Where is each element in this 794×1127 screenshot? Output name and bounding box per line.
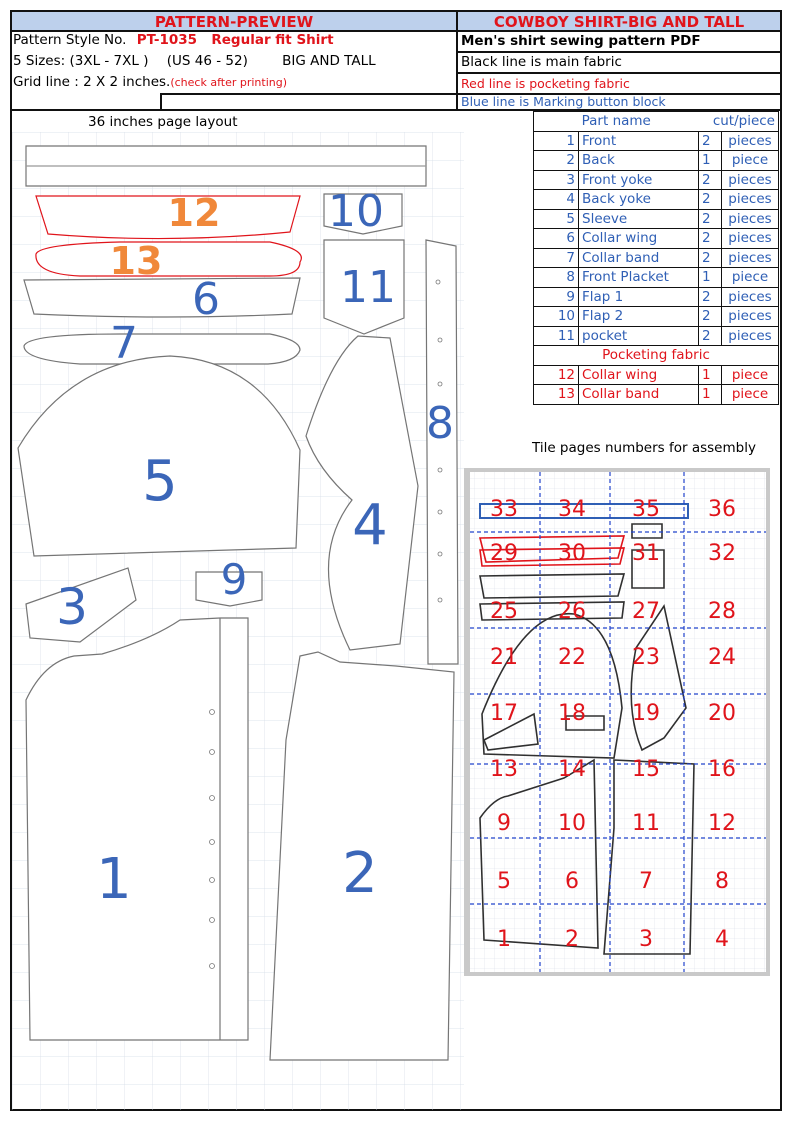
part-qty: 2 <box>699 131 722 151</box>
part-name: Collar wing <box>579 365 699 385</box>
tile-number-14: 14 <box>558 757 586 782</box>
part-qty: 2 <box>699 170 722 190</box>
part-name: Collar band <box>579 248 699 268</box>
part-number: 2 <box>534 151 579 171</box>
part-qty: 2 <box>699 307 722 327</box>
part-qty: 1 <box>699 151 722 171</box>
tile-number-12: 12 <box>708 811 736 836</box>
pdf-title: Men's shirt sewing pattern PDF <box>461 33 701 49</box>
tile-number-9: 9 <box>497 811 511 836</box>
red-line-cell <box>456 72 782 95</box>
tile-number-19: 19 <box>632 701 660 726</box>
parts-table-wrap <box>533 111 779 405</box>
part-qty: 2 <box>699 229 722 249</box>
part-name: Collar wing <box>579 229 699 249</box>
part-qty: 1 <box>699 268 722 288</box>
style-line <box>13 31 334 50</box>
pocketing-label: Pocketing fabric <box>534 346 779 366</box>
part-qty: 2 <box>699 209 722 229</box>
piece-label-4: 4 <box>352 493 388 558</box>
tile-number-27: 27 <box>632 599 660 624</box>
parts-table-row <box>534 365 779 385</box>
tile-number-17: 17 <box>490 701 518 726</box>
part-unit: pieces <box>722 287 779 307</box>
sizes-label: 5 Sizes: (3XL - 7XL ) <box>13 53 149 69</box>
tile-number-13: 13 <box>490 757 518 782</box>
tile-number-28: 28 <box>708 599 736 624</box>
parts-table <box>533 111 779 405</box>
grid-label: Grid line : 2 X 2 inches. <box>13 74 171 90</box>
tile-number-34: 34 <box>558 497 586 522</box>
tile-number-30: 30 <box>558 541 586 566</box>
layout-caption: 36 inches page layout <box>88 114 238 130</box>
part-number: 12 <box>534 365 579 385</box>
piece-label-11: 11 <box>340 262 396 313</box>
tile-number-31: 31 <box>632 541 660 566</box>
tile-number-16: 16 <box>708 757 736 782</box>
tile-number-22: 22 <box>558 645 586 670</box>
pocketing-table-body <box>534 365 779 404</box>
tile-number-18: 18 <box>558 701 586 726</box>
tile-number-10: 10 <box>558 811 586 836</box>
part-unit: pieces <box>722 326 779 346</box>
tile-number-8: 8 <box>715 869 729 894</box>
tile-number-33: 33 <box>490 497 518 522</box>
parts-table-body <box>534 131 779 346</box>
part-unit: piece <box>722 385 779 405</box>
piece-label-8: 8 <box>426 398 454 449</box>
part-unit: pieces <box>722 170 779 190</box>
pdf-title-cell <box>456 30 782 53</box>
tile-number-3: 3 <box>639 927 653 952</box>
parts-table-row <box>534 131 779 151</box>
part-number: 1 <box>534 131 579 151</box>
right-title: COWBOY SHIRT-BIG AND TALL <box>493 13 745 31</box>
part-qty: 2 <box>699 326 722 346</box>
blue-line-note: Blue line is Marking button block <box>461 94 666 109</box>
piece-label-3: 3 <box>56 578 88 636</box>
black-line-note: Black line is main fabric <box>461 54 622 70</box>
part-number: 3 <box>534 170 579 190</box>
piece-label-2: 2 <box>342 841 378 906</box>
tile-number-29: 29 <box>490 541 518 566</box>
pocketing-header-row <box>534 346 779 366</box>
piece-label-12: 12 <box>167 191 221 235</box>
right-title-bar <box>456 10 782 32</box>
part-name: Back yoke <box>579 190 699 210</box>
parts-table-row <box>534 268 779 288</box>
col-cut-piece: cut/piece <box>699 112 779 132</box>
part-name: Flap 2 <box>579 307 699 327</box>
part-number: 13 <box>534 385 579 405</box>
part-name: Back <box>579 151 699 171</box>
grid-line <box>13 73 287 92</box>
pattern-layout <box>12 132 464 1110</box>
part-number: 10 <box>534 307 579 327</box>
col-part-name: Part name <box>534 112 699 132</box>
tile-number-26: 26 <box>558 599 586 624</box>
tile-number-15: 15 <box>632 757 660 782</box>
part-name: pocket <box>579 326 699 346</box>
sizes-line <box>13 52 376 71</box>
part-name: Front Placket <box>579 268 699 288</box>
sizes-us: (US 46 - 52) <box>166 53 248 69</box>
part-number: 7 <box>534 248 579 268</box>
part-number: 6 <box>534 229 579 249</box>
parts-table-header <box>534 112 779 132</box>
tile-number-1: 1 <box>497 927 511 952</box>
part-qty: 1 <box>699 385 722 405</box>
part-number: 4 <box>534 190 579 210</box>
tile-number-35: 35 <box>632 497 660 522</box>
tile-number-6: 6 <box>565 869 579 894</box>
tile-number-23: 23 <box>632 645 660 670</box>
part-unit: pieces <box>722 229 779 249</box>
part-unit: piece <box>722 365 779 385</box>
part-number: 11 <box>534 326 579 346</box>
tile-number-32: 32 <box>708 541 736 566</box>
parts-table-row <box>534 229 779 249</box>
red-line-note: Red line is pocketing fabric <box>461 76 630 91</box>
tile-number-36: 36 <box>708 497 736 522</box>
part-name: Collar band <box>579 385 699 405</box>
tile-number-4: 4 <box>715 927 729 952</box>
tile-number-21: 21 <box>490 645 518 670</box>
part-unit: pieces <box>722 209 779 229</box>
tile-number-5: 5 <box>497 869 511 894</box>
piece-label-5: 5 <box>142 449 178 514</box>
part-unit: pieces <box>722 248 779 268</box>
tile-caption: Tile pages numbers for assembly <box>532 440 756 456</box>
piece-label-10: 10 <box>328 186 384 237</box>
tile-number-24: 24 <box>708 645 736 670</box>
parts-table-row <box>534 170 779 190</box>
tile-number-2: 2 <box>565 927 579 952</box>
part-qty: 2 <box>699 248 722 268</box>
part-qty: 2 <box>699 190 722 210</box>
piece-6-outline <box>24 278 300 317</box>
black-line-cell <box>456 51 782 74</box>
part-name: Front yoke <box>579 170 699 190</box>
part-name: Front <box>579 131 699 151</box>
grid-note: (check after printing) <box>170 76 288 89</box>
part-unit: pieces <box>722 131 779 151</box>
parts-table-row <box>534 307 779 327</box>
tile-number-7: 7 <box>639 869 653 894</box>
parts-table-row <box>534 287 779 307</box>
tile-number-25: 25 <box>490 599 518 624</box>
parts-table-row <box>534 151 779 171</box>
sizes-tag: BIG AND TALL <box>282 53 376 69</box>
piece-label-6: 6 <box>192 274 220 325</box>
style-label: Pattern Style No. <box>13 32 127 48</box>
part-unit: piece <box>722 268 779 288</box>
part-qty: 1 <box>699 365 722 385</box>
part-name: Flap 1 <box>579 287 699 307</box>
parts-table-row <box>534 385 779 405</box>
piece-1-outline <box>26 618 248 1040</box>
parts-table-row <box>534 209 779 229</box>
left-title-bar <box>10 10 458 32</box>
tile-number-11: 11 <box>632 811 660 836</box>
style-number: PT-1035 <box>136 32 198 48</box>
part-number: 5 <box>534 209 579 229</box>
tile-assembly-preview <box>464 468 770 976</box>
part-number: 8 <box>534 268 579 288</box>
parts-table-row <box>534 190 779 210</box>
part-qty: 2 <box>699 287 722 307</box>
part-unit: pieces <box>722 307 779 327</box>
piece-label-7: 7 <box>110 318 138 369</box>
tile-number-20: 20 <box>708 701 736 726</box>
piece-13-outline <box>36 242 301 276</box>
part-unit: piece <box>722 151 779 171</box>
piece-label-1: 1 <box>96 847 132 912</box>
parts-table-row <box>534 326 779 346</box>
parts-table-row <box>534 248 779 268</box>
style-name: Regular fit Shirt <box>211 32 334 48</box>
part-number: 9 <box>534 287 579 307</box>
part-unit: pieces <box>722 190 779 210</box>
left-title: PATTERN-PREVIEW <box>154 13 314 31</box>
piece-label-9: 9 <box>220 555 248 604</box>
piece-label-13: 13 <box>109 239 163 283</box>
part-name: Sleeve <box>579 209 699 229</box>
